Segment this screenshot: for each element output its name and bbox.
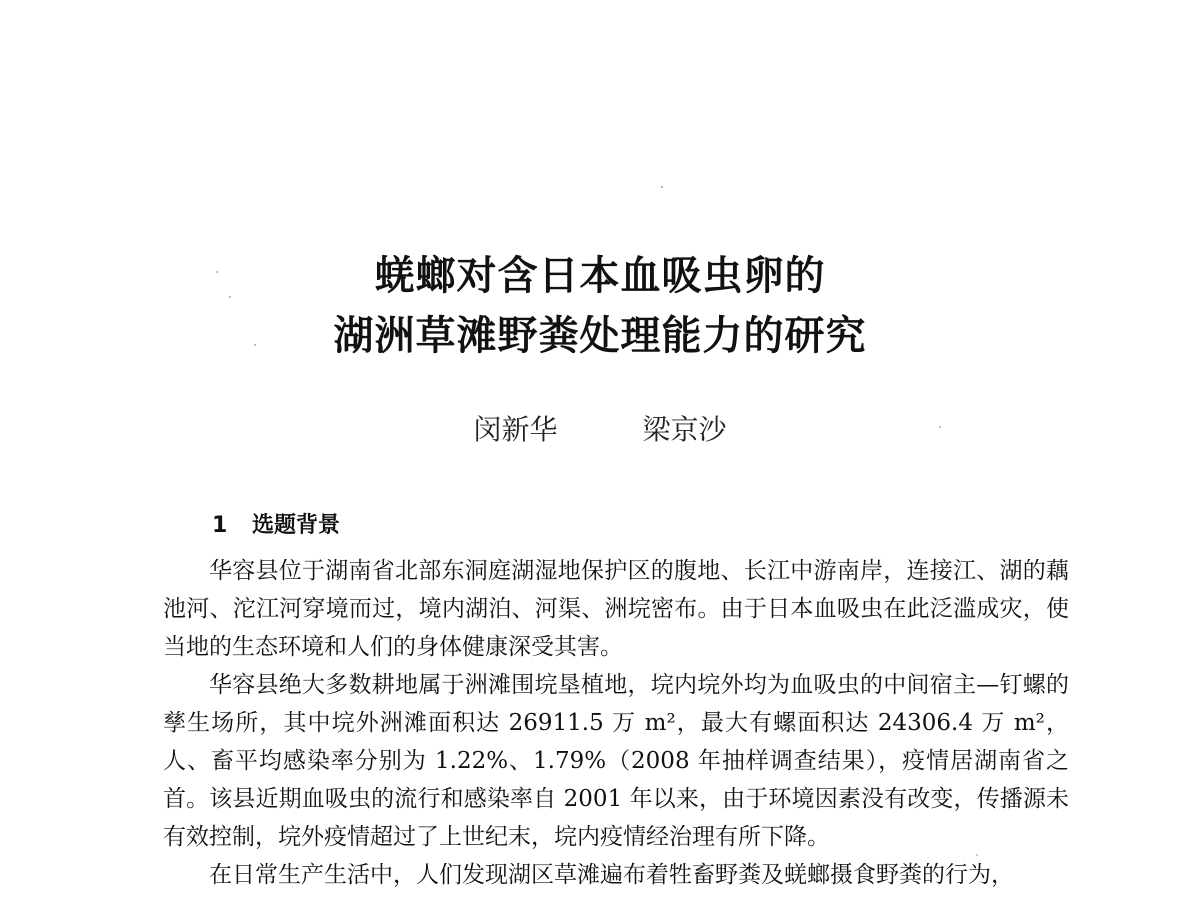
title-line-1: 蜣螂对含日本血吸虫卵的 [374, 253, 826, 299]
author-list [0, 410, 1200, 450]
paragraph-3: 在日常生产生活中，人们发现湖区草滩遍布着牲畜野粪及蜣螂摄食野粪的行为， [209, 862, 1014, 888]
paragraph-2: 华容县绝大多数耕地属于洲滩围垸垦植地，垸内垸外均为血吸虫的中间宿主—钉螺的孳生场所，其中垸外洲滩面积达 26911.5 万 m²，最大有螺面积达 24306.4 万 m²，人、畜平均感染率分别为 1.22%、1.79%（2008 年抽样调查结果），疫情居湖南省之首。该县近期血吸虫的流行和感染率自 2001 年以来，由于环境因素没有改变，传播源未有效控制，垸外疫情超过了上世纪末，垸内疫情经治理有所下降。 [163, 672, 1069, 850]
body-text [163, 552, 1069, 894]
title-line-2: 湖洲草滩野粪处理能力的研究 [333, 313, 867, 359]
author-1: 闵新华 [473, 413, 558, 446]
section-number: 1 [212, 513, 228, 538]
section-title: 选题背景 [252, 513, 341, 538]
paragraph-1: 华容县位于湖南省北部东洞庭湖湿地保护区的腹地、长江中游南岸，连接江、湖的藕池河、沱江河穿境而过，境内湖泊、河渠、洲垸密布。由于日本血吸虫在此泛滥成灾，使当地的生态环境和人们的身体健康深受其害。 [163, 558, 1069, 660]
paper-title [0, 248, 1200, 364]
author-2: 梁京沙 [642, 413, 727, 446]
section-heading [212, 510, 340, 542]
